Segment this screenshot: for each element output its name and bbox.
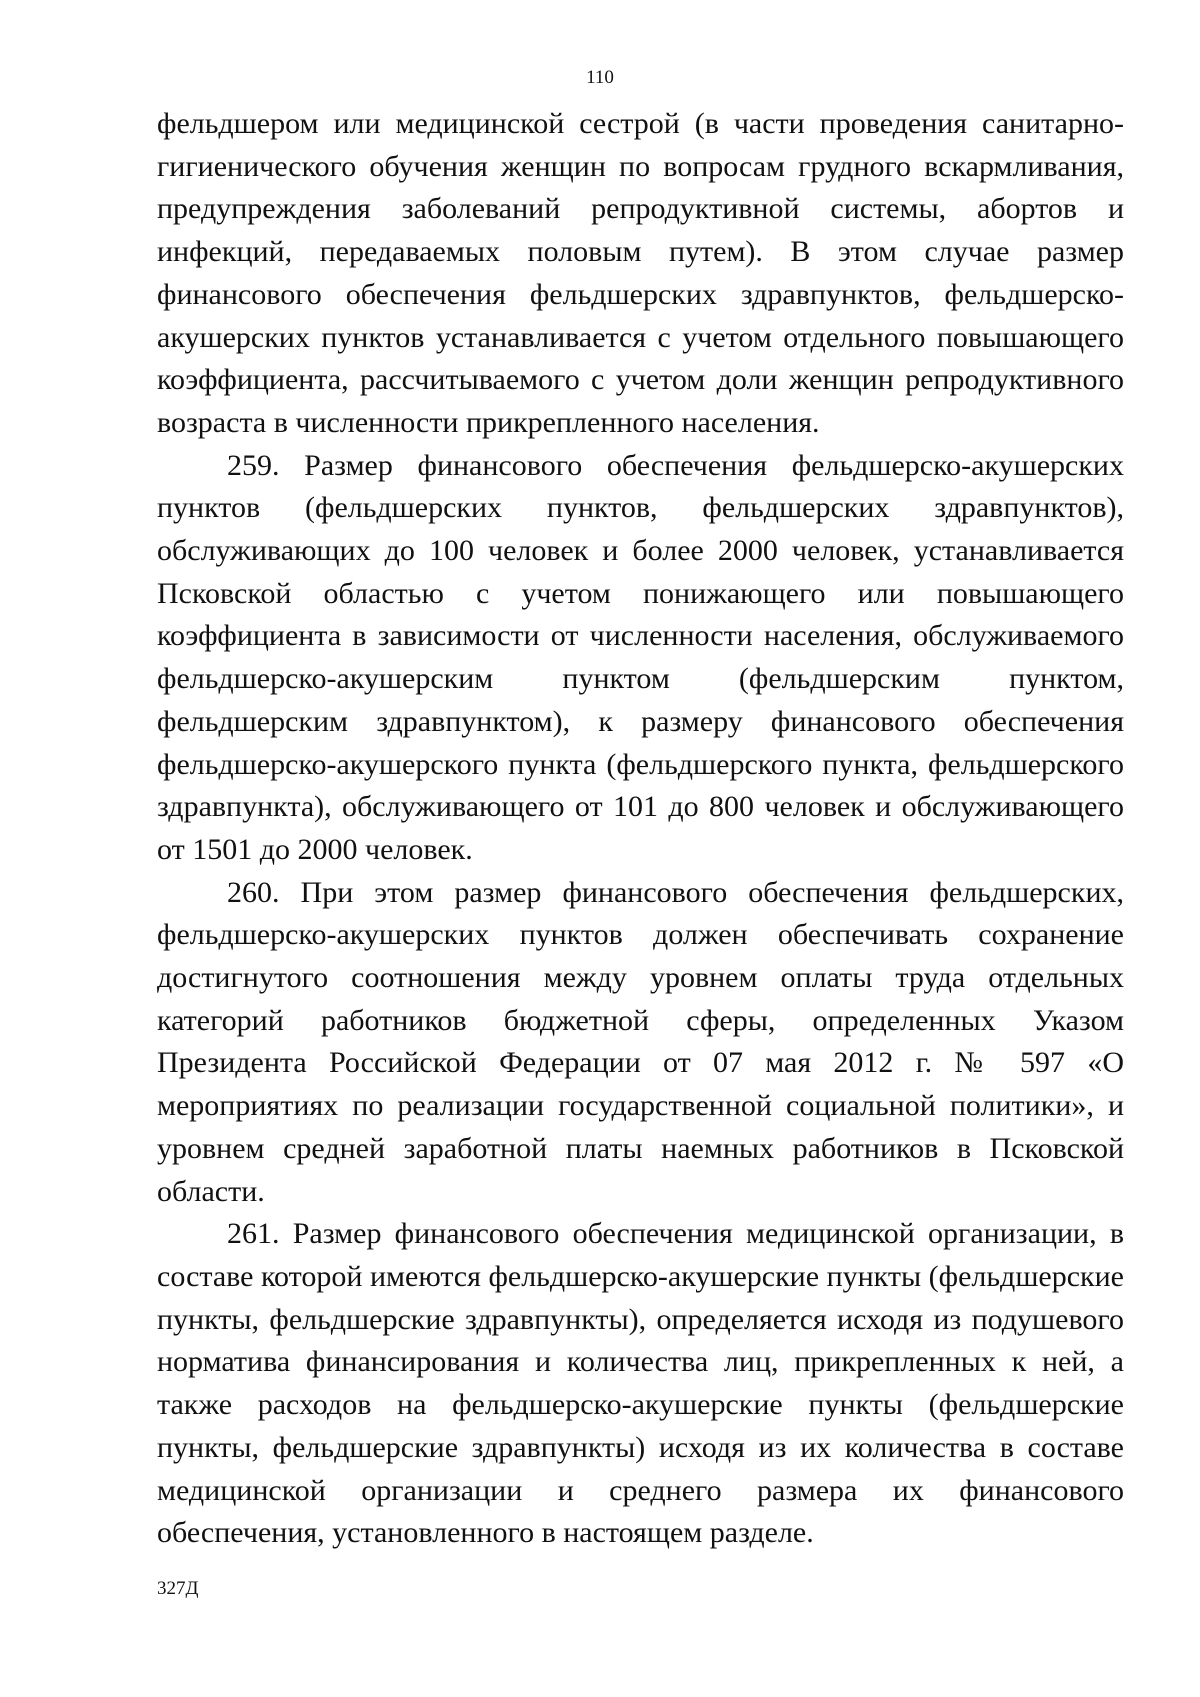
page-number: 110 (586, 67, 614, 88)
paragraph-261: 261. Размер финансового обеспечения медицинской организации, в составе которой имеются фельдшерско-акушерские пункты (фельдшерские пункты, фельдшерские здравпункты), определяется исходя из подушевого норматива финансирования и количества лиц, прикрепленных к ней, а также расходов на фельдшерско-акушерские пункты (фельдшерские пункты, фельдшерские здравпункты) исходя из их количества в составе медицинской организации и среднего размера их финансового обеспечения, установленного в настоящем разделе. (157, 1217, 1124, 1550)
document-code: 327Д (157, 1578, 199, 1599)
paragraph-260: 260. При этом размер финансового обеспечения фельдшерских, фельдшерско-акушерских пунктов должен обеспечивать сохранение достигнутого соотношения между уровнем оплаты труда отдельных категорий работников бюджетной сферы, определенных Указом Президента Российской Федерации от 07 мая 2012 г. № 597 «О мероприятиях по реализации государственной социальной политики», и уровнем средней заработной платы наемных работников в Псковской области. (157, 875, 1124, 1208)
paragraph-259: 259. Размер финансового обеспечения фельдшерско-акушерских пунктов (фельдшерских пунктов, фельдшерских здравпунктов), обслуживающих до 100 человек и более 2000 человек, устанавливается Псковской областью с учетом понижающего или повышающего коэффициента в зависимости от численности населения, обслуживаемого фельдшерско-акушерским пунктом (фельдшерским пунктом, фельдшерским здравпунктом), к размеру финансового обеспечения фельдшерско-акушерского пункта (фельдшерского пункта, фельдшерского здравпункта), обслуживающего от 101 до 800 человек и обслуживающего от 1501 до 2000 человек. (157, 448, 1124, 866)
document-body (157, 103, 1124, 1555)
paragraph-continuation: фельдшером или медицинской сестрой (в части проведения санитарно-гигиенического обучения женщин по вопросам грудного вскармливания, предупреждения заболеваний репродуктивной системы, абортов и инфекций, передаваемых половым путем). В этом случае размер финансового обеспечения фельдшерских здравпунктов, фельдшерско-акушерских пунктов устанавливается с учетом отдельного повышающего коэффициента, рассчитываемого с учетом доли женщин репродуктивного возраста в численности прикрепленного населения. (157, 107, 1124, 439)
